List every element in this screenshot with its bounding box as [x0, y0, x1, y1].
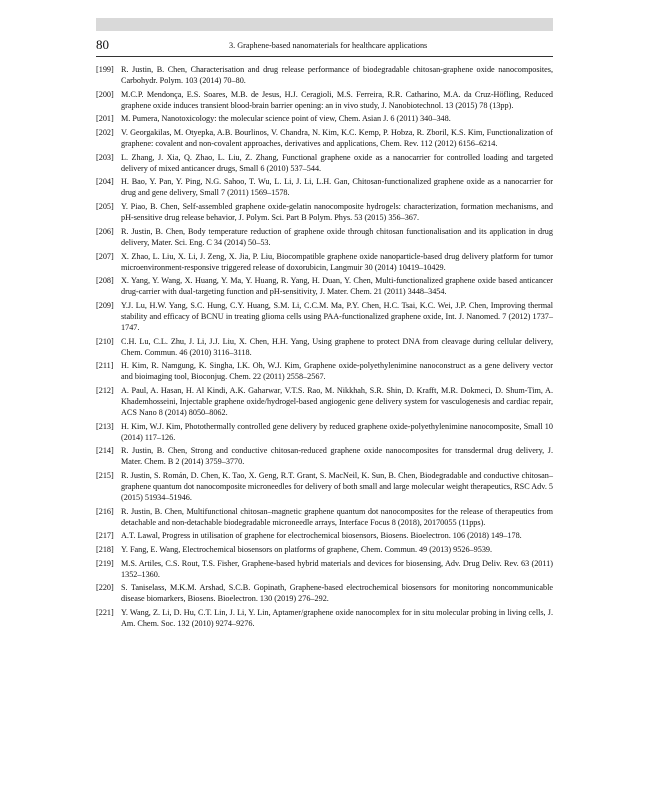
reference-text: Y.J. Lu, H.W. Yang, S.C. Hung, C.Y. Huang, S.M. Li, C.C.M. Ma, P.Y. Chen, H.C. Tsai, K.C. Wei, J.P. Chen, Improving thermal stability and efficacy of BCNU in treating glioma cells using PAA-functionalized graphene oxide, Int. J. Nanomed. 7 (2012) 1737–1747. [121, 300, 553, 332]
reference-number: [206] [96, 226, 114, 236]
reference-number: [201] [96, 114, 114, 124]
reference-text: A. Paul, A. Hasan, H. Al Kindi, A.K. Gaharwar, V.T.S. Rao, M. Nikkhah, S.R. Shin, D. Krafft, M.R. Dokmeci, D. Shum-Tim, A. Khademhosseini, Injectable graphene oxide/hydrogel-based angiogenic gene delivery system for vasculogenesis and cardiac repair, ACS Nano 8 (2014) 8050–8062. [121, 385, 553, 417]
reference-number: [205] [96, 202, 114, 212]
reference-number: [199] [96, 65, 114, 74]
reference-text: H. Kim, W.J. Kim, Photothermally controlled gene delivery by reduced graphene oxide-polyethylenimine nanocomposite, Small 10 (2014) 117–126. [121, 421, 553, 442]
reference-number: [208] [96, 276, 114, 286]
reference-text: Y. Wang, Z. Li, D. Hu, C.T. Lin, J. Li, Y. Lin, Aptamer/graphene oxide nanocomplex for in situ molecular probing in living cells, J. Am. Chem. Soc. 132 (2010) 9274–9276. [121, 608, 553, 629]
reference-text: Y. Fang, E. Wang, Electrochemical biosensors on platforms of graphene, Chem. Commun. 49 (2013) 9526–9539. [121, 545, 493, 555]
reference-entry [96, 251, 553, 273]
reference-entry [96, 226, 553, 248]
reference-list [96, 64, 553, 632]
reference-number: [207] [96, 251, 114, 261]
reference-entry [96, 558, 553, 580]
reference-text: M. Pumera, Nanotoxicology: the molecular science point of view, Chem. Asian J. 6 (2011) 340–348. [121, 114, 451, 124]
reference-number: [216] [96, 506, 114, 516]
reference-entry [96, 300, 553, 333]
header-divider [96, 56, 553, 57]
reference-text: Y. Piao, B. Chen, Self-assembled graphene oxide-gelatin nanocomposite hydrogels: characterization, formation mechanisms, and pH-sensitive drug release behavior, J. Polym. Sci. Part B Polym. Phys. 53 (2015) 356–367. [121, 202, 553, 223]
reference-entry [96, 275, 553, 297]
reference-number: [214] [96, 446, 114, 456]
reference-entry [96, 336, 553, 358]
reference-text: L. Zhang, J. Xia, Q. Zhao, L. Liu, Z. Zhang, Functional graphene oxide as a nanocarrier for controlled loading and targeted delivery of mixed anticancer drugs, Small 6 (2010) 537–544. [121, 152, 553, 173]
reference-text: R. Justin, B. Chen, Body temperature reduction of graphene oxide through chitosan functionalisation and its application in drug delivery, Mater. Sci. Eng. C 34 (2014) 50–53. [121, 226, 553, 247]
reference-entry [96, 421, 553, 443]
reference-number: [219] [96, 558, 114, 568]
reference-entry [96, 607, 553, 629]
reference-entry [96, 360, 553, 382]
reference-number: [209] [96, 300, 114, 310]
reference-text: H. Kim, R. Namgung, K. Singha, I.K. Oh, W.J. Kim, Graphene oxide-polyethylenimine nanoconstruct as a gene delivery vector and bioimaging tool, Bioconjug. Chem. 22 (2011) 2558–2567. [121, 361, 553, 382]
top-header-band [96, 18, 553, 31]
reference-number: [211] [96, 361, 114, 371]
reference-text: X. Yang, Y. Wang, X. Huang, Y. Ma, Y. Huang, R. Yang, H. Duan, Y. Chen, Multi-functionalized graphene oxide based anticancer drug-carrier with dual-targeting function and pH-sensitivity, J. Mater. Chem. 21 (2011) 3448–3454. [121, 276, 553, 297]
reference-text: V. Georgakilas, M. Otyepka, A.B. Bourlinos, V. Chandra, N. Kim, K.C. Kemp, P. Hobza, R. Zboril, K.S. Kim, Functionalization of graphene: covalent and non-covalent approaches, derivatives and applications, Chem. Rev. 112 (2012) 6156–6214. [121, 128, 553, 149]
reference-text: A.T. Lawal, Progress in utilisation of graphene for electrochemical biosensors, Biosens. Bioelectron. 106 (2018) 149–178. [121, 531, 522, 541]
reference-number: [212] [96, 385, 114, 395]
reference-text: M.C.P. Mendonça, E.S. Soares, M.B. de Jesus, H.J. Ceragioli, M.S. Ferreira, R.R. Catharino, M.A. da Cruz-Höfling, Reduced graphene oxide induces transient blood-brain barrier opening: an in vivo study, J. Nanobiotechnol. 13 (2015) 78 (13pp). [121, 89, 553, 110]
reference-entry [96, 64, 553, 86]
page-number: 80 [96, 37, 109, 52]
reference-text: R. Justin, B. Chen, Characterisation and drug release performance of biodegradable chitosan-graphene oxide nanocomposites, Carbohydr. Polym. 103 (2014) 70–80. [121, 65, 553, 85]
reference-text: R. Justin, B. Chen, Strong and conductive chitosan-reduced graphene oxide nanocomposites for transdermal drug delivery, J. Mater. Chem. B 2 (2014) 3759–3770. [121, 446, 553, 467]
reference-text: R. Justin, B. Chen, Multifunctional chitosan–magnetic graphene quantum dot nanocomposites for the release of therapeutics from detachable and non-detachable biodegradable microneedle arrays, Interface Focus 8 (2018), 20170055 (11pps). [121, 506, 553, 527]
reference-entry [96, 152, 553, 174]
reference-number: [220] [96, 583, 114, 593]
reference-number: [217] [96, 531, 114, 541]
reference-text: S. Taniselass, M.K.M. Arshad, S.C.B. Gopinath, Graphene-based electrochemical biosensors for monitoring noncommunicable disease biomarkers, Biosens. Bioelectron. 130 (2019) 276–292. [121, 583, 553, 604]
running-title: 3. Graphene-based nanomaterials for healthcare applications [229, 41, 428, 50]
reference-entry [96, 385, 553, 418]
reference-number: [221] [96, 608, 114, 618]
reference-text: R. Justin, S. Román, D. Chen, K. Tao, X. Geng, R.T. Grant, S. MacNeil, K. Sun, B. Chen, Biodegradable and conductive chitosan–graphene quantum dot nanocomposite microneedles for delivery of both small and large molecular weight therapeutics, RSC Adv. 5 (2015) 51934–51946. [121, 471, 554, 502]
reference-number: [200] [96, 89, 114, 99]
reference-text: H. Bao, Y. Pan, Y. Ping, N.G. Sahoo, T. Wu, L. Li, J. Li, L.H. Gan, Chitosan-functionalized graphene oxide as a nanocarrier for drug and gene delivery, Small 7 (2011) 1569–1578. [121, 177, 553, 198]
reference-entry [96, 544, 553, 555]
reference-number: [203] [96, 152, 114, 162]
reference-text: X. Zhao, L. Liu, X. Li, J. Zeng, X. Jia, P. Liu, Biocompatible graphene oxide nanoparticle-based drug delivery platform for tumor microenvironment-responsive triggered release of doxorubicin, Langmuir 30 (2014) 10419–10429. [121, 251, 553, 272]
reference-number: [218] [96, 545, 114, 555]
reference-number: [202] [96, 128, 114, 138]
reference-entry [96, 176, 553, 198]
reference-number: [210] [96, 336, 114, 346]
reference-number: [204] [96, 177, 114, 187]
reference-entry [96, 445, 553, 467]
reference-entry [96, 113, 553, 124]
reference-entry [96, 127, 553, 149]
page-header [96, 37, 553, 55]
reference-entry [96, 530, 553, 541]
reference-text: M.S. Artiles, C.S. Rout, T.S. Fisher, Graphene-based hybrid materials and devices for biosensing, Adv. Drug Deliv. Rev. 63 (2011) 1352–1360. [121, 558, 553, 579]
reference-number: [215] [96, 471, 114, 480]
reference-entry [96, 89, 553, 111]
reference-text: C.H. Lu, C.L. Zhu, J. Li, J.J. Liu, X. Chen, H.H. Yang, Using graphene to protect DNA from cleavage during cellular delivery, Chem. Commun. 46 (2010) 3116–3118. [121, 336, 553, 357]
reference-entry [96, 582, 553, 604]
reference-number: [213] [96, 421, 114, 431]
reference-entry [96, 201, 553, 223]
reference-entry [96, 470, 553, 503]
reference-entry [96, 506, 553, 528]
